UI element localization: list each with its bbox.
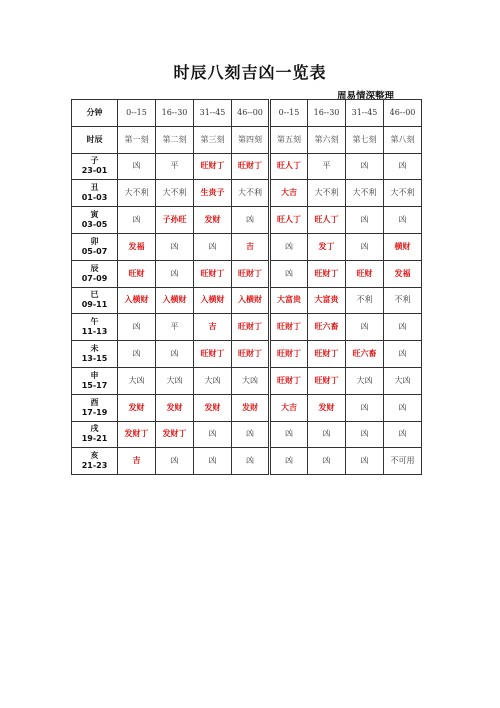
fortune-cell: 发财 <box>194 207 232 234</box>
fortune-cell: 凶 <box>118 341 156 368</box>
fortune-cell: 旺财丁 <box>232 260 270 287</box>
fortune-cell: 凶 <box>270 260 308 287</box>
fortune-cell: 不利 <box>384 287 422 314</box>
fortune-cell: 大不利 <box>156 180 194 207</box>
fortune-cell: 发财 <box>232 394 270 421</box>
fortune-cell: 旺人丁 <box>270 207 308 234</box>
earthly-branch: 申 <box>90 370 99 380</box>
fortune-cell: 凶 <box>308 448 346 475</box>
shichen-cell <box>72 394 118 421</box>
table-row <box>72 207 422 234</box>
fortune-cell: 旺财丁 <box>308 367 346 394</box>
fortune-cell: 旺财丁 <box>270 314 308 341</box>
minute-range: 31--45 <box>346 100 384 127</box>
earthly-branch: 丑 <box>90 183 99 193</box>
table-row <box>72 341 422 368</box>
fortune-cell: 发财丁 <box>156 421 194 448</box>
hour-range: 13-15 <box>81 354 108 364</box>
fortune-cell: 凶 <box>194 421 232 448</box>
minutes-header-row <box>72 100 422 127</box>
fortune-cell: 旺财 <box>118 260 156 287</box>
fortune-cell: 发财 <box>308 394 346 421</box>
fortune-cell: 凶 <box>156 260 194 287</box>
ke-header-row <box>72 126 422 153</box>
fortune-cell: 大吉 <box>270 394 308 421</box>
fortune-cell: 不可用 <box>384 448 422 475</box>
fortune-cell: 发福 <box>384 260 422 287</box>
hour-range: 01-03 <box>81 193 108 203</box>
fortune-cell: 生贵子 <box>194 180 232 207</box>
ke-label: 第一刻 <box>118 126 156 153</box>
hour-range: 03-05 <box>81 220 108 230</box>
fortune-cell: 入横财 <box>118 287 156 314</box>
hour-range: 11-13 <box>81 327 108 337</box>
fortune-cell: 平 <box>156 153 194 180</box>
table-row <box>72 314 422 341</box>
ke-label: 第六刻 <box>308 126 346 153</box>
table-row <box>72 180 422 207</box>
earthly-branch: 辰 <box>90 263 99 273</box>
shichen-label: 时辰 <box>72 126 118 153</box>
table-row <box>72 287 422 314</box>
fortune-cell: 入横财 <box>194 287 232 314</box>
shichen-cell <box>72 153 118 180</box>
fortune-cell: 发财丁 <box>118 421 156 448</box>
fortune-cell: 大凶 <box>232 367 270 394</box>
minute-range: 0--15 <box>270 100 308 127</box>
minute-range: 46--00 <box>384 100 422 127</box>
fortune-cell: 横财 <box>384 233 422 260</box>
shichen-cell <box>72 421 118 448</box>
minute-range: 46--00 <box>232 100 270 127</box>
fortune-cell: 旺六畜 <box>308 314 346 341</box>
fortune-cell: 旺财丁 <box>308 341 346 368</box>
fortune-cell: 凶 <box>346 448 384 475</box>
fortune-cell: 凶 <box>270 421 308 448</box>
shichen-cell <box>72 314 118 341</box>
table-row <box>72 233 422 260</box>
fortune-cell: 平 <box>308 153 346 180</box>
minutes-label: 分钟 <box>72 100 118 127</box>
minute-range: 16--30 <box>308 100 346 127</box>
fortune-cell: 旺财丁 <box>232 341 270 368</box>
fortune-cell: 入横财 <box>156 287 194 314</box>
earthly-branch: 未 <box>90 344 99 354</box>
fortune-cell: 凶 <box>118 153 156 180</box>
fortune-cell: 大不利 <box>118 180 156 207</box>
fortune-cell: 旺六畜 <box>346 341 384 368</box>
fortune-cell: 发财 <box>156 394 194 421</box>
fortune-cell: 大凶 <box>194 367 232 394</box>
fortune-cell: 凶 <box>346 314 384 341</box>
table-row <box>72 153 422 180</box>
earthly-branch: 巳 <box>90 290 99 300</box>
fortune-cell: 旺人丁 <box>270 153 308 180</box>
fortune-cell: 凶 <box>194 448 232 475</box>
fortune-cell: 凶 <box>384 207 422 234</box>
hour-range: 23-01 <box>81 166 108 176</box>
fortune-cell: 吉 <box>118 448 156 475</box>
earthly-branch: 子 <box>90 156 99 166</box>
fortune-cell: 凶 <box>118 314 156 341</box>
fortune-cell: 凶 <box>232 448 270 475</box>
table-row <box>72 421 422 448</box>
fortune-cell: 凶 <box>232 421 270 448</box>
ke-label: 第四刻 <box>232 126 270 153</box>
fortune-cell: 凶 <box>384 314 422 341</box>
fortune-cell: 发财 <box>118 394 156 421</box>
author-credit: 周易情深整理 <box>337 91 395 102</box>
fortune-cell: 凶 <box>384 394 422 421</box>
fortune-cell: 旺财丁 <box>308 260 346 287</box>
fortune-cell: 凶 <box>346 421 384 448</box>
minute-range: 31--45 <box>194 100 232 127</box>
shichen-cell <box>72 448 118 475</box>
fortune-cell: 旺财丁 <box>232 153 270 180</box>
fortune-cell: 凶 <box>270 448 308 475</box>
fortune-cell: 凶 <box>194 233 232 260</box>
table-row <box>72 394 422 421</box>
fortune-cell: 旺财丁 <box>232 314 270 341</box>
fortune-cell: 平 <box>156 314 194 341</box>
fortune-cell: 子孙旺 <box>156 207 194 234</box>
shichen-cell <box>72 287 118 314</box>
fortune-cell: 吉 <box>194 314 232 341</box>
fortune-cell: 凶 <box>384 421 422 448</box>
hour-range: 09-11 <box>81 300 108 310</box>
shichen-cell <box>72 180 118 207</box>
fortune-cell: 大凶 <box>346 367 384 394</box>
fortune-cell: 凶 <box>156 233 194 260</box>
table-row <box>72 367 422 394</box>
fortune-cell: 大富贵 <box>270 287 308 314</box>
fortune-cell: 大不利 <box>346 180 384 207</box>
fortune-cell: 大吉 <box>270 180 308 207</box>
ke-label: 第五刻 <box>270 126 308 153</box>
minute-range: 0--15 <box>118 100 156 127</box>
hour-range: 17-19 <box>81 407 108 417</box>
fortune-cell: 凶 <box>118 207 156 234</box>
shichen-cell <box>72 341 118 368</box>
shichen-cell <box>72 207 118 234</box>
fortune-cell: 大不利 <box>308 180 346 207</box>
fortune-cell: 凶 <box>384 153 422 180</box>
fortune-cell: 大凶 <box>118 367 156 394</box>
hour-range: 07-09 <box>81 273 108 283</box>
fortune-cell: 不利 <box>346 287 384 314</box>
fortune-cell: 凶 <box>346 207 384 234</box>
fortune-cell: 大不利 <box>232 180 270 207</box>
minute-range: 16--30 <box>156 100 194 127</box>
fortune-cell: 凶 <box>156 448 194 475</box>
fortune-cell: 旺财丁 <box>194 260 232 287</box>
ke-label: 第二刻 <box>156 126 194 153</box>
fortune-cell: 大凶 <box>156 367 194 394</box>
earthly-branch: 戌 <box>90 424 99 434</box>
hour-range: 21-23 <box>81 461 108 471</box>
fortune-cell: 吉 <box>232 233 270 260</box>
hour-range: 19-21 <box>81 434 108 444</box>
ke-label: 第三刻 <box>194 126 232 153</box>
shichen-cell <box>72 367 118 394</box>
earthly-branch: 亥 <box>90 451 99 461</box>
earthly-branch: 酉 <box>90 397 99 407</box>
earthly-branch: 寅 <box>90 210 99 220</box>
fortune-cell: 旺财丁 <box>270 341 308 368</box>
fortune-cell: 凶 <box>156 341 194 368</box>
shichen-cell <box>72 260 118 287</box>
fortune-cell: 发丁 <box>308 233 346 260</box>
fortune-cell: 发财 <box>194 394 232 421</box>
fortune-table <box>71 99 422 475</box>
fortune-cell: 旺财丁 <box>194 341 232 368</box>
fortune-cell: 大不利 <box>384 180 422 207</box>
fortune-cell: 凶 <box>346 233 384 260</box>
fortune-cell: 大凶 <box>384 367 422 394</box>
fortune-cell: 凶 <box>308 421 346 448</box>
table-row <box>72 260 422 287</box>
fortune-cell: 凶 <box>346 153 384 180</box>
ke-label: 第七刻 <box>346 126 384 153</box>
shichen-cell <box>72 233 118 260</box>
hour-range: 05-07 <box>81 246 108 256</box>
fortune-cell: 发福 <box>118 233 156 260</box>
ke-label: 第八刻 <box>384 126 422 153</box>
fortune-cell: 凶 <box>384 341 422 368</box>
earthly-branch: 午 <box>90 317 99 327</box>
fortune-cell: 旺财 <box>346 260 384 287</box>
fortune-cell: 凶 <box>346 394 384 421</box>
fortune-cell: 入横财 <box>232 287 270 314</box>
fortune-cell: 大富贵 <box>308 287 346 314</box>
hour-range: 15-17 <box>81 380 108 390</box>
fortune-cell: 旺财丁 <box>194 153 232 180</box>
fortune-cell: 旺人丁 <box>308 207 346 234</box>
table-row <box>72 448 422 475</box>
fortune-cell: 凶 <box>270 233 308 260</box>
page-title: 时辰八刻吉凶一览表 <box>173 63 327 82</box>
fortune-cell: 凶 <box>232 207 270 234</box>
fortune-cell: 旺财丁 <box>270 367 308 394</box>
earthly-branch: 卯 <box>90 236 99 246</box>
